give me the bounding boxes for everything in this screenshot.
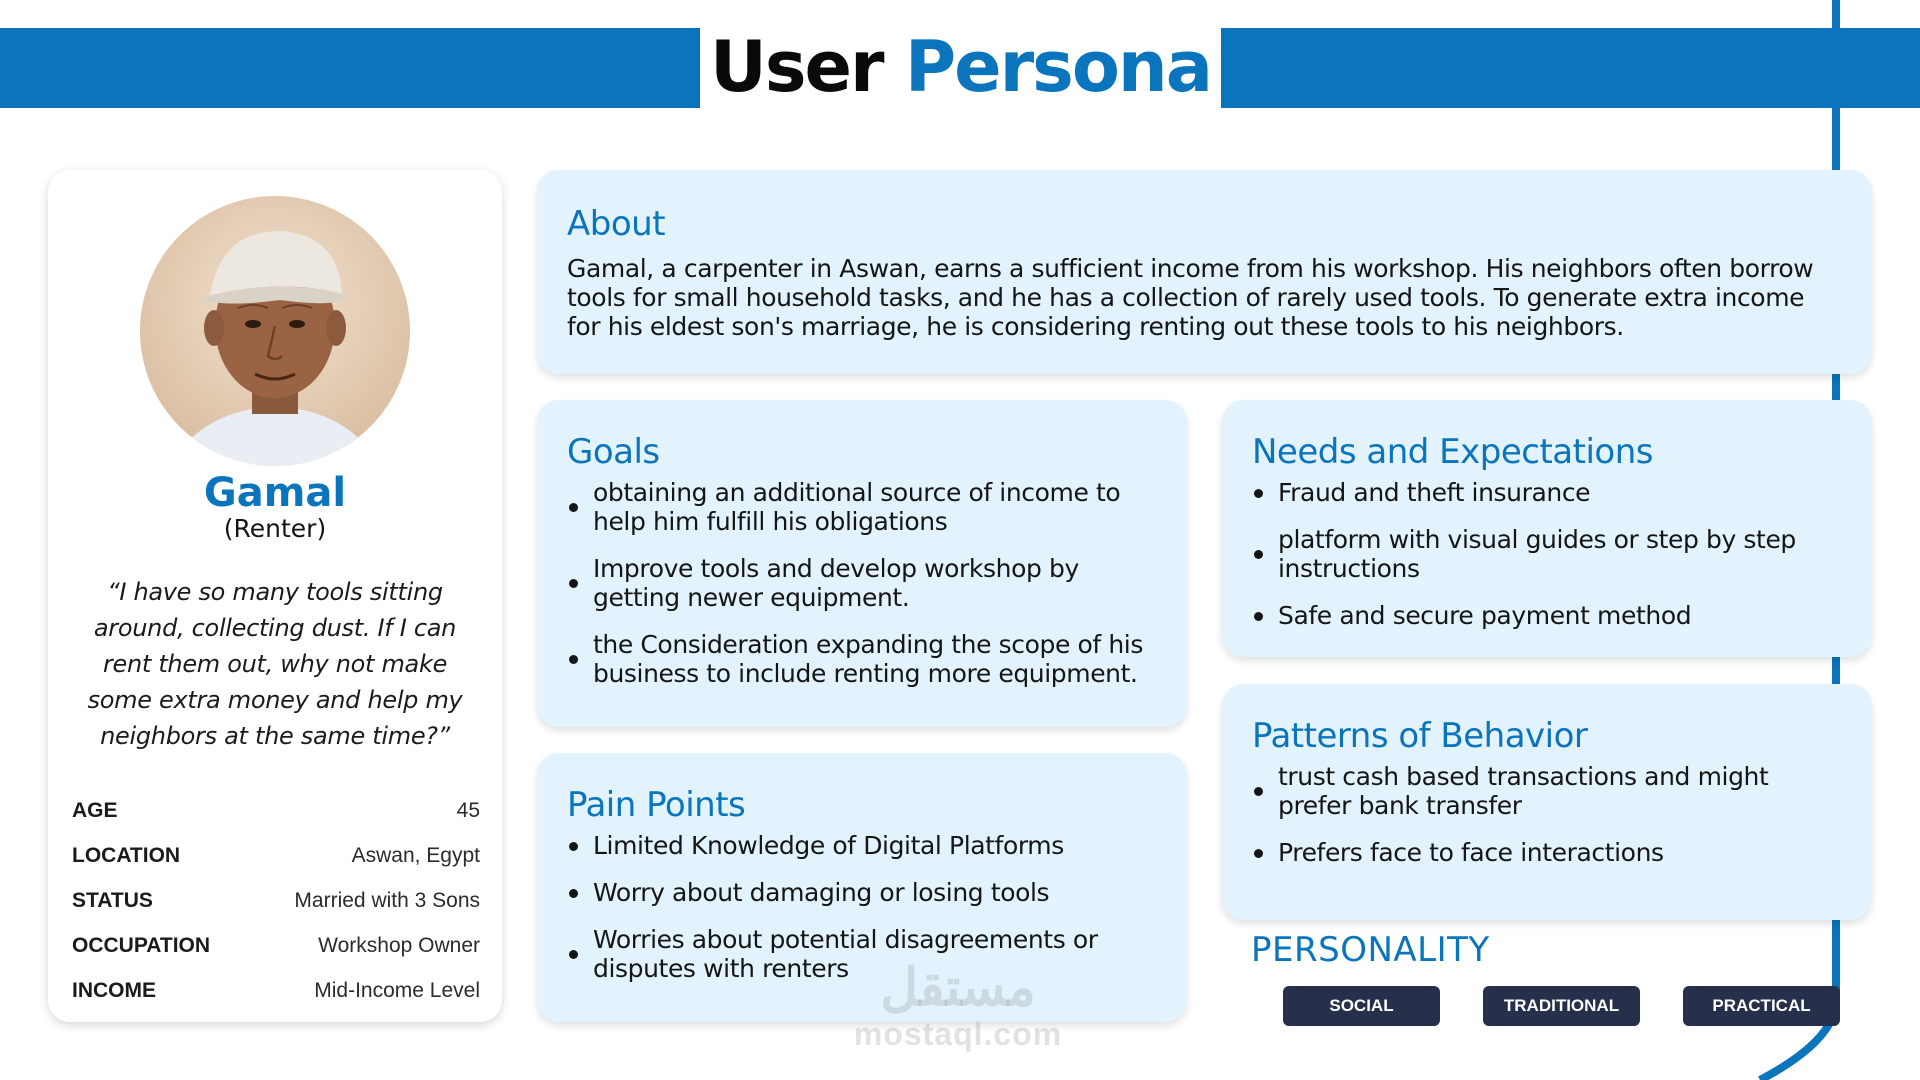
personality-title: PERSONALITY: [1251, 930, 1490, 970]
list-item: the Consideration expanding the scope of his business to include renting more equipment.: [567, 630, 1157, 688]
fact-value: Aswan, Egypt: [351, 843, 480, 867]
behavior-card: [1222, 684, 1872, 920]
fact-label: AGE: [72, 798, 118, 822]
behavior-title: Patterns of Behavior: [1252, 716, 1588, 756]
trait-chip-traditional: TRADITIONAL: [1483, 986, 1640, 1026]
fact-row-location: [72, 833, 480, 878]
list-item: Worries about potential disagreements or disputes with renters: [567, 925, 1157, 983]
persona-quote: “I have so many tools sitting around, collecting dust. If I can rent them out, why not make some extra money and help my neighbors at the same time?”: [87, 578, 463, 750]
list-item: Limited Knowledge of Digital Platforms: [567, 831, 1157, 860]
fact-label: OCCUPATION: [72, 933, 211, 957]
trait-chip-social: SOCIAL: [1283, 986, 1440, 1026]
profile-card: [48, 170, 502, 1022]
trait-chip-practical: PRACTICAL: [1683, 986, 1840, 1026]
watermark: [843, 960, 1073, 1052]
persona-role: (Renter): [223, 514, 327, 543]
fact-value: 45: [456, 798, 480, 822]
list-item: Fraud and theft insurance: [1252, 478, 1842, 507]
fact-row-occupation: [72, 923, 480, 968]
persona-facts: [72, 788, 480, 1013]
list-item: Worry about damaging or losing tools: [567, 878, 1157, 907]
watermark-latin: mostaql.com: [853, 1016, 1063, 1052]
persona-name: Gamal: [203, 470, 347, 516]
about-card: [537, 170, 1872, 374]
goals-list: [567, 478, 1157, 688]
needs-title: Needs and Expectations: [1252, 432, 1653, 472]
person-photo-icon: [140, 196, 410, 466]
list-item: Improve tools and develop workshop by getting newer equipment.: [567, 554, 1157, 612]
list-item: platform with visual guides or step by step instructions: [1252, 525, 1842, 583]
header-bar-left: [0, 28, 700, 108]
needs-list: [1252, 478, 1842, 630]
about-title: About: [567, 204, 666, 244]
needs-card: [1222, 400, 1872, 657]
fact-label: STATUS: [72, 888, 153, 912]
list-item: Safe and secure payment method: [1252, 601, 1842, 630]
pain-points-title: Pain Points: [567, 785, 746, 825]
fact-value: Married with 3 Sons: [294, 888, 480, 912]
list-item: Prefers face to face interactions: [1252, 838, 1842, 867]
fact-label: INCOME: [72, 978, 156, 1002]
goals-title: Goals: [567, 432, 660, 472]
avatar: [140, 196, 410, 466]
behavior-list: [1252, 762, 1842, 867]
title-word-user: User: [709, 26, 883, 108]
fact-row-income: [72, 968, 480, 1013]
title-word-persona: Persona: [904, 26, 1212, 108]
header-bar-right: [1221, 28, 1920, 108]
fact-value: Workshop Owner: [318, 933, 480, 957]
watermark-arabic: مستقل: [880, 959, 1036, 1017]
fact-row-age: [72, 788, 480, 833]
fact-value: Mid-Income Level: [314, 978, 480, 1002]
fact-label: LOCATION: [72, 843, 181, 867]
list-item: obtaining an additional source of income to help him fulfill his obligations: [567, 478, 1157, 536]
about-text: Gamal, a carpenter in Aswan, earns a sufficient income from his workshop. His neighbors often borrow tools for small household tasks, and he has a collection of rarely used tools. To generate extra income for his eldest son's marriage, he is considering renting out these tools to his neighbors.: [567, 254, 1814, 341]
list-item: trust cash based transactions and might prefer bank transfer: [1252, 762, 1842, 820]
fact-row-status: [72, 878, 480, 923]
page-title: [700, 22, 1221, 112]
goals-card: [537, 400, 1187, 727]
